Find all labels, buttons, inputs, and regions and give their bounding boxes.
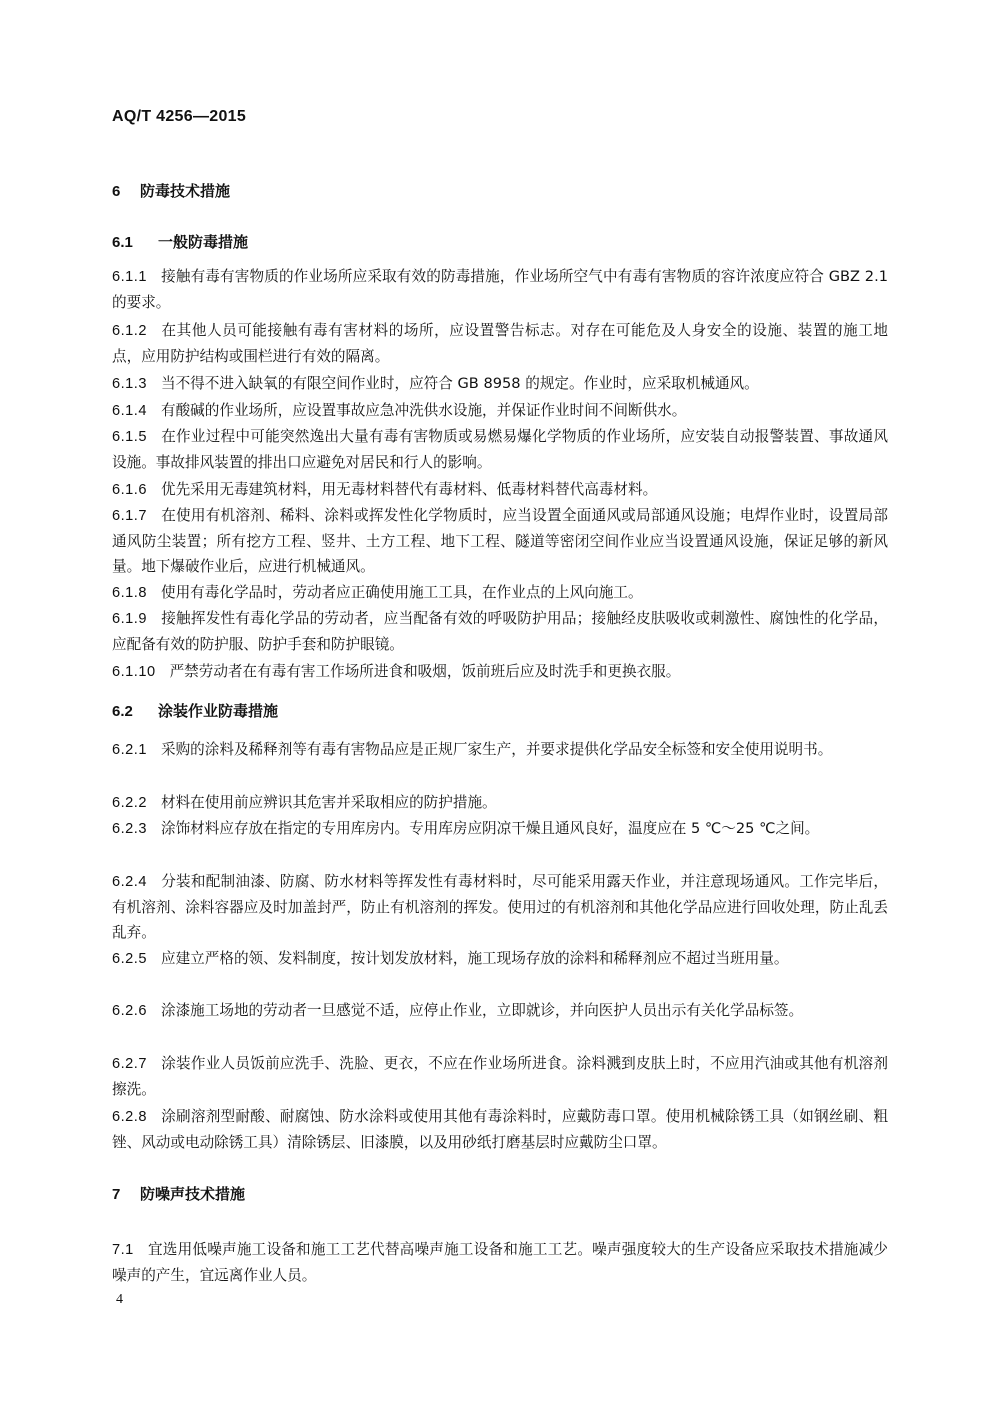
clause-6-2-6 <box>112 998 888 1024</box>
clause-number: 6.2.2 <box>112 795 147 811</box>
section-title: 涂装作业防毒措施 <box>158 702 279 720</box>
clause-text: 接触挥发性有毒化学品的劳动者，应当配备有效的呼吸防护用品；接触经皮肤吸收或刺激性、腐蚀性的化学品，应配备有效的防护服、防护手套和防护眼镜。 <box>112 610 888 653</box>
section-heading-6-1 <box>112 231 248 254</box>
clause-6-2-7 <box>112 1051 888 1102</box>
section-number: 6.2 <box>112 703 133 720</box>
clause-number: 6.1.1 <box>112 269 147 285</box>
clause-text: 当不得不进入缺氧的有限空间作业时，应符合 GB 8958 的规定。作业时，应采取机械通风。 <box>160 375 759 392</box>
clause-number: 6.1.6 <box>112 482 147 498</box>
clause-number: 6.1.9 <box>112 611 147 627</box>
clause-number: 6.1.4 <box>112 403 147 419</box>
clause-text: 涂饰材料应存放在指定的专用库房内。专用库房应阴凉干燥且通风良好，温度应在 5 ℃～25 ℃之间。 <box>160 820 820 837</box>
clause-6-1-3 <box>112 371 888 397</box>
clause-number: 6.2.4 <box>112 874 147 890</box>
clause-6-2-1 <box>112 737 888 763</box>
clause-text: 严禁劳动者在有毒有害工作场所进食和吸烟，饭前班后应及时洗手和更换衣服。 <box>169 663 681 680</box>
clause-number: 6.2.8 <box>112 1109 147 1125</box>
clause-text: 在其他人员可能接触有毒有害材料的场所，应设置警告标志。对存在可能危及人身安全的设施、装置的施工地点，应用防护结构或围栏进行有效的隔离。 <box>112 322 888 365</box>
clause-text: 优先采用无毒建筑材料，用无毒材料替代有毒材料、低毒材料替代高毒材料。 <box>160 481 658 498</box>
section-title: 防毒技术措施 <box>140 182 231 200</box>
clause-number: 6.1.5 <box>112 429 147 445</box>
section-heading-7 <box>112 1183 245 1206</box>
clause-6-1-7 <box>112 503 888 579</box>
clause-6-1-4 <box>112 398 888 424</box>
clause-6-1-9 <box>112 606 888 657</box>
clause-text: 涂刷溶剂型耐酸、耐腐蚀、防水涂料或使用其他有毒涂料时，应戴防毒口罩。使用机械除锈工具（如钢丝刷、粗锉、风动或电动除锈工具）清除锈层、旧漆膜，以及用砂纸打磨基层时应戴防尘口罩。 <box>112 1108 888 1151</box>
clause-number: 6.1.8 <box>112 585 147 601</box>
clause-7-1 <box>112 1237 888 1288</box>
clause-number: 6.2.1 <box>112 742 147 758</box>
clause-text: 涂装作业人员饭前应洗手、洗脸、更衣，不应在作业场所进食。涂料溅到皮肤上时，不应用汽油或其他有机溶剂擦洗。 <box>112 1055 888 1098</box>
clause-6-2-4 <box>112 869 888 945</box>
clause-text: 使用有毒化学品时，劳动者应正确使用施工工具，在作业点的上风向施工。 <box>160 584 643 601</box>
clause-text: 采购的涂料及稀释剂等有毒有害物品应是正规厂家生产，并要求提供化学品安全标签和安全使用说明书。 <box>160 741 833 758</box>
clause-number: 6.2.6 <box>112 1003 147 1019</box>
clause-6-2-3 <box>112 816 888 842</box>
page-number: 4 <box>116 1292 123 1307</box>
clause-number: 6.1.10 <box>112 664 156 680</box>
clause-number: 6.1.3 <box>112 376 147 392</box>
section-number: 6 <box>112 183 121 200</box>
clause-6-1-1 <box>112 264 888 315</box>
clause-6-1-2 <box>112 318 888 369</box>
section-heading-6 <box>112 180 230 203</box>
clause-6-2-2 <box>112 790 888 816</box>
clause-text: 应建立严格的领、发料制度，按计划发放材料，施工现场存放的涂料和稀释剂应不超过当班用量。 <box>160 950 789 967</box>
clause-text: 有酸碱的作业场所，应设置事故应急冲洗供水设施，并保证作业时间不间断供水。 <box>160 402 687 419</box>
clause-text: 材料在使用前应辨识其危害并采取相应的防护措施。 <box>160 794 497 811</box>
clause-text: 在使用有机溶剂、稀料、涂料或挥发性化学物质时，应当设置全面通风或局部通风设施；电焊作业时，设置局部通风防尘装置；所有挖方工程、竖井、土方工程、地下工程、隧道等密闭空间作业应当设置通风设施，保证足够的新风量。地下爆破作业后，应进行机械通风。 <box>112 507 888 575</box>
standard-code: AQ/T 4256—2015 <box>112 108 247 125</box>
clause-6-1-10 <box>112 659 888 685</box>
section-number: 6.1 <box>112 234 133 251</box>
section-title: 一般防毒措施 <box>158 233 249 251</box>
clause-number: 6.2.3 <box>112 821 147 837</box>
clause-number: 6.1.2 <box>112 323 147 339</box>
clause-6-1-8 <box>112 580 888 606</box>
clause-text: 涂漆施工场地的劳动者一旦感觉不适，应停止作业，立即就诊，并向医护人员出示有关化学品标签。 <box>160 1002 804 1019</box>
clause-text: 接触有毒有害物质的作业场所应采取有效的防毒措施，作业场所空气中有毒有害物质的容许浓度应符合 GBZ 2.1 的要求。 <box>112 268 888 311</box>
section-title: 防噪声技术措施 <box>140 1185 246 1203</box>
clause-text: 在作业过程中可能突然逸出大量有毒有害物质或易燃易爆化学物质的作业场所，应安装自动报警装置、事故通风设施。事故排风装置的排出口应避免对居民和行人的影响。 <box>112 428 888 471</box>
clause-6-1-5 <box>112 424 888 475</box>
clause-text: 分装和配制油漆、防腐、防水材料等挥发性有毒材料时，尽可能采用露天作业，并注意现场通风。工作完毕后，有机溶剂、涂料容器应及时加盖封严，防止有机溶剂的挥发。使用过的有机溶剂和其他化学品应进行回收处理，防止乱丢乱弃。 <box>112 873 888 941</box>
clause-number: 6.2.5 <box>112 951 147 967</box>
clause-number: 6.2.7 <box>112 1056 147 1072</box>
section-heading-6-2 <box>112 700 278 723</box>
clause-6-1-6 <box>112 477 888 503</box>
clause-text: 宜选用低噪声施工设备和施工工艺代替高噪声施工设备和施工工艺。噪声强度较大的生产设备应采取技术措施减少噪声的产生，宜远离作业人员。 <box>112 1241 888 1284</box>
clause-6-2-8 <box>112 1104 888 1155</box>
clause-number: 6.1.7 <box>112 508 147 524</box>
section-number: 7 <box>112 1186 121 1203</box>
clause-6-2-5 <box>112 946 888 972</box>
clause-number: 7.1 <box>112 1242 134 1258</box>
